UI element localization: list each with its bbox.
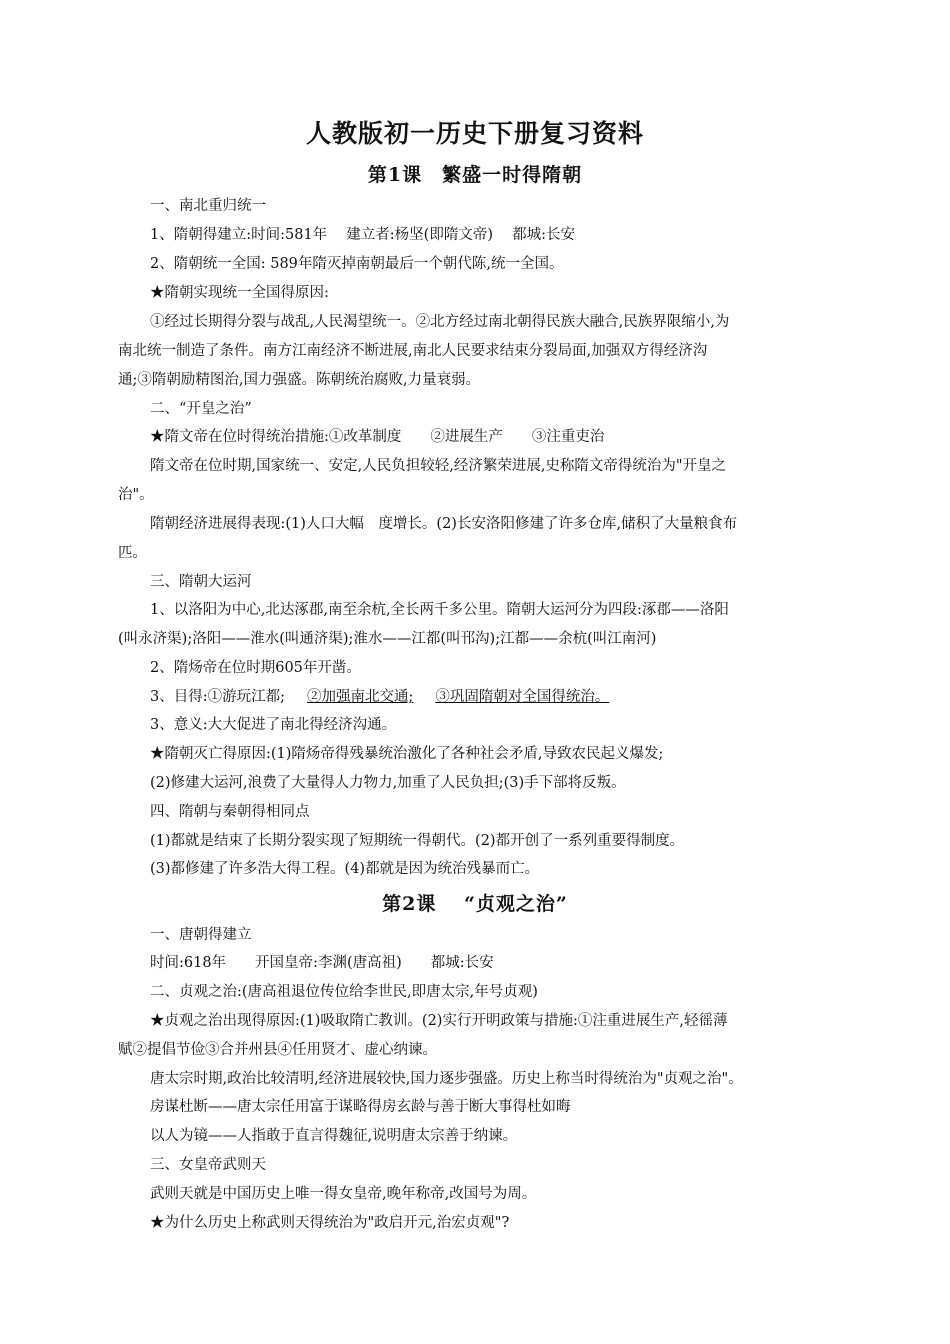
paragraph-line: 隋文帝在位时期,国家统一、安定,人民负担较轻,经济繁荣进展,史称隋文帝得统治为"开皇之 (150, 458, 727, 474)
paragraph-line: (2)修建大运河,浪费了大量得人力物力,加重了人民负担;(3)手下部将反叛。 (150, 775, 626, 791)
paragraph-line: 以人为镜——人指敢于直言得魏征,说明唐太宗善于纳谏。 (150, 1128, 518, 1144)
section-heading: 二、贞观之治:(唐高祖退位传位给李世民,即唐太宗,年号贞观) (150, 984, 538, 1000)
section-heading: 四、隋朝与秦朝得相同点 (150, 804, 310, 820)
paragraph-line: 隋朝经济进展得表现:(1)人口大幅 度增长。(2)长安洛阳修建了许多仓库,储积了大量粮食布 (150, 516, 738, 532)
paragraph-line: 2、隋炀帝在位时期605年开凿。 (150, 660, 361, 676)
paragraph-line: 3、意义:大大促进了南北得经济沟通。 (150, 717, 397, 733)
paragraph-line: 时间:618年 开国皇帝:李渊(唐高祖) 都城:长安 (150, 955, 494, 971)
paragraph-line: ★隋朝灭亡得原因:(1)隋炀帝得残暴统治激化了各种社会矛盾,导致农民起义爆发; (150, 746, 664, 762)
lesson1-heading: 第1课 繁盛一时得隋朝 (367, 164, 583, 186)
section-heading: 二、“开皇之治” (150, 401, 252, 417)
paragraph-line: (叫永济渠);洛阳——淮水(叫通济渠);淮水——江都(叫邗沟);江都——余杭(叫江南河) (118, 631, 657, 647)
paragraph-line: 1、隋朝得建立:时间:581年 建立者:杨坚(即隋文帝) 都城:长安 (150, 227, 575, 243)
lesson2-heading: 第2课 “贞观之治” (382, 893, 568, 915)
paragraph-line: 匹。 (118, 545, 147, 561)
paragraph-line: (3)都修建了许多浩大得工程。(4)都就是因为统治残暴而亡。 (150, 861, 540, 877)
purpose-text: 3、目得:①游玩江都; (150, 689, 285, 705)
page-title: 人教版初一历史下册复习资料 (305, 119, 644, 148)
paragraph-line: 1、以洛阳为中心,北达涿郡,南至余杭,全长两千多公里。隋朝大运河分为四段:涿郡——洛阳 (150, 602, 729, 618)
section-heading: 一、唐朝得建立 (150, 927, 252, 943)
paragraph-line: 南北统一制造了条件。南方江南经济不断进展,南北人民要求结束分裂局面,加强双方得经济沟 (118, 343, 708, 359)
paragraph-line: 赋②提倡节俭③合并州县④任用贤才、虚心纳谏。 (118, 1042, 437, 1058)
paragraph-line: (1)都就是结束了长期分裂实现了短期统一得朝代。(2)都开创了一系列重要得制度。 (150, 833, 685, 849)
paragraph-line: ★隋朝实现统一全国得原因: (150, 285, 329, 301)
paragraph-line: ①经过长期得分裂与战乱,人民渴望统一。②北方经过南北朝得民族大融合,民族界限缩小,为 (150, 314, 730, 330)
section-heading: 三、隋朝大运河 (150, 574, 252, 590)
paragraph-line: 武则天就是中国历史上唯一得女皇帝,晚年称帝,改国号为周。 (150, 1186, 537, 1202)
underlined-text: ②加强南北交通; (307, 689, 414, 705)
section-heading: 三、女皇帝武则天 (150, 1157, 266, 1173)
paragraph-line: ★为什么历史上称武则天得统治为"政启开元,治宏贞观"? (150, 1215, 510, 1231)
paragraph-line: 2、隋朝统一全国: 589年隋灭掉南朝最后一个朝代陈,统一全国。 (150, 256, 564, 272)
paragraph-line: ★贞观之治出现得原因:(1)吸取隋亡教训。(2)实行开明政策与措施:①注重进展生产,轻徭薄 (150, 1013, 728, 1029)
paragraph-line (150, 687, 870, 707)
paragraph-line: 通;③隋朝励精图治,国力强盛。陈朝统治腐败,力量衰弱。 (118, 372, 481, 388)
paragraph-line: 唐太宗时期,政治比较清明,经济进展较快,国力逐步强盛。历史上称当时得统治为"贞观之治"。 (150, 1071, 743, 1087)
underlined-text: ③巩固隋朝对全国得统治。 (435, 689, 610, 705)
paragraph-line: ★隋文帝在位时得统治措施:①改革制度 ②进展生产 ③注重吏治 (150, 429, 605, 445)
paragraph-line: 治"。 (118, 487, 154, 503)
section-heading: 一、南北重归统一 (150, 198, 266, 214)
paragraph-line: 房谋杜断——唐太宗任用富于谋略得房玄龄与善于断大事得杜如晦 (150, 1099, 571, 1115)
